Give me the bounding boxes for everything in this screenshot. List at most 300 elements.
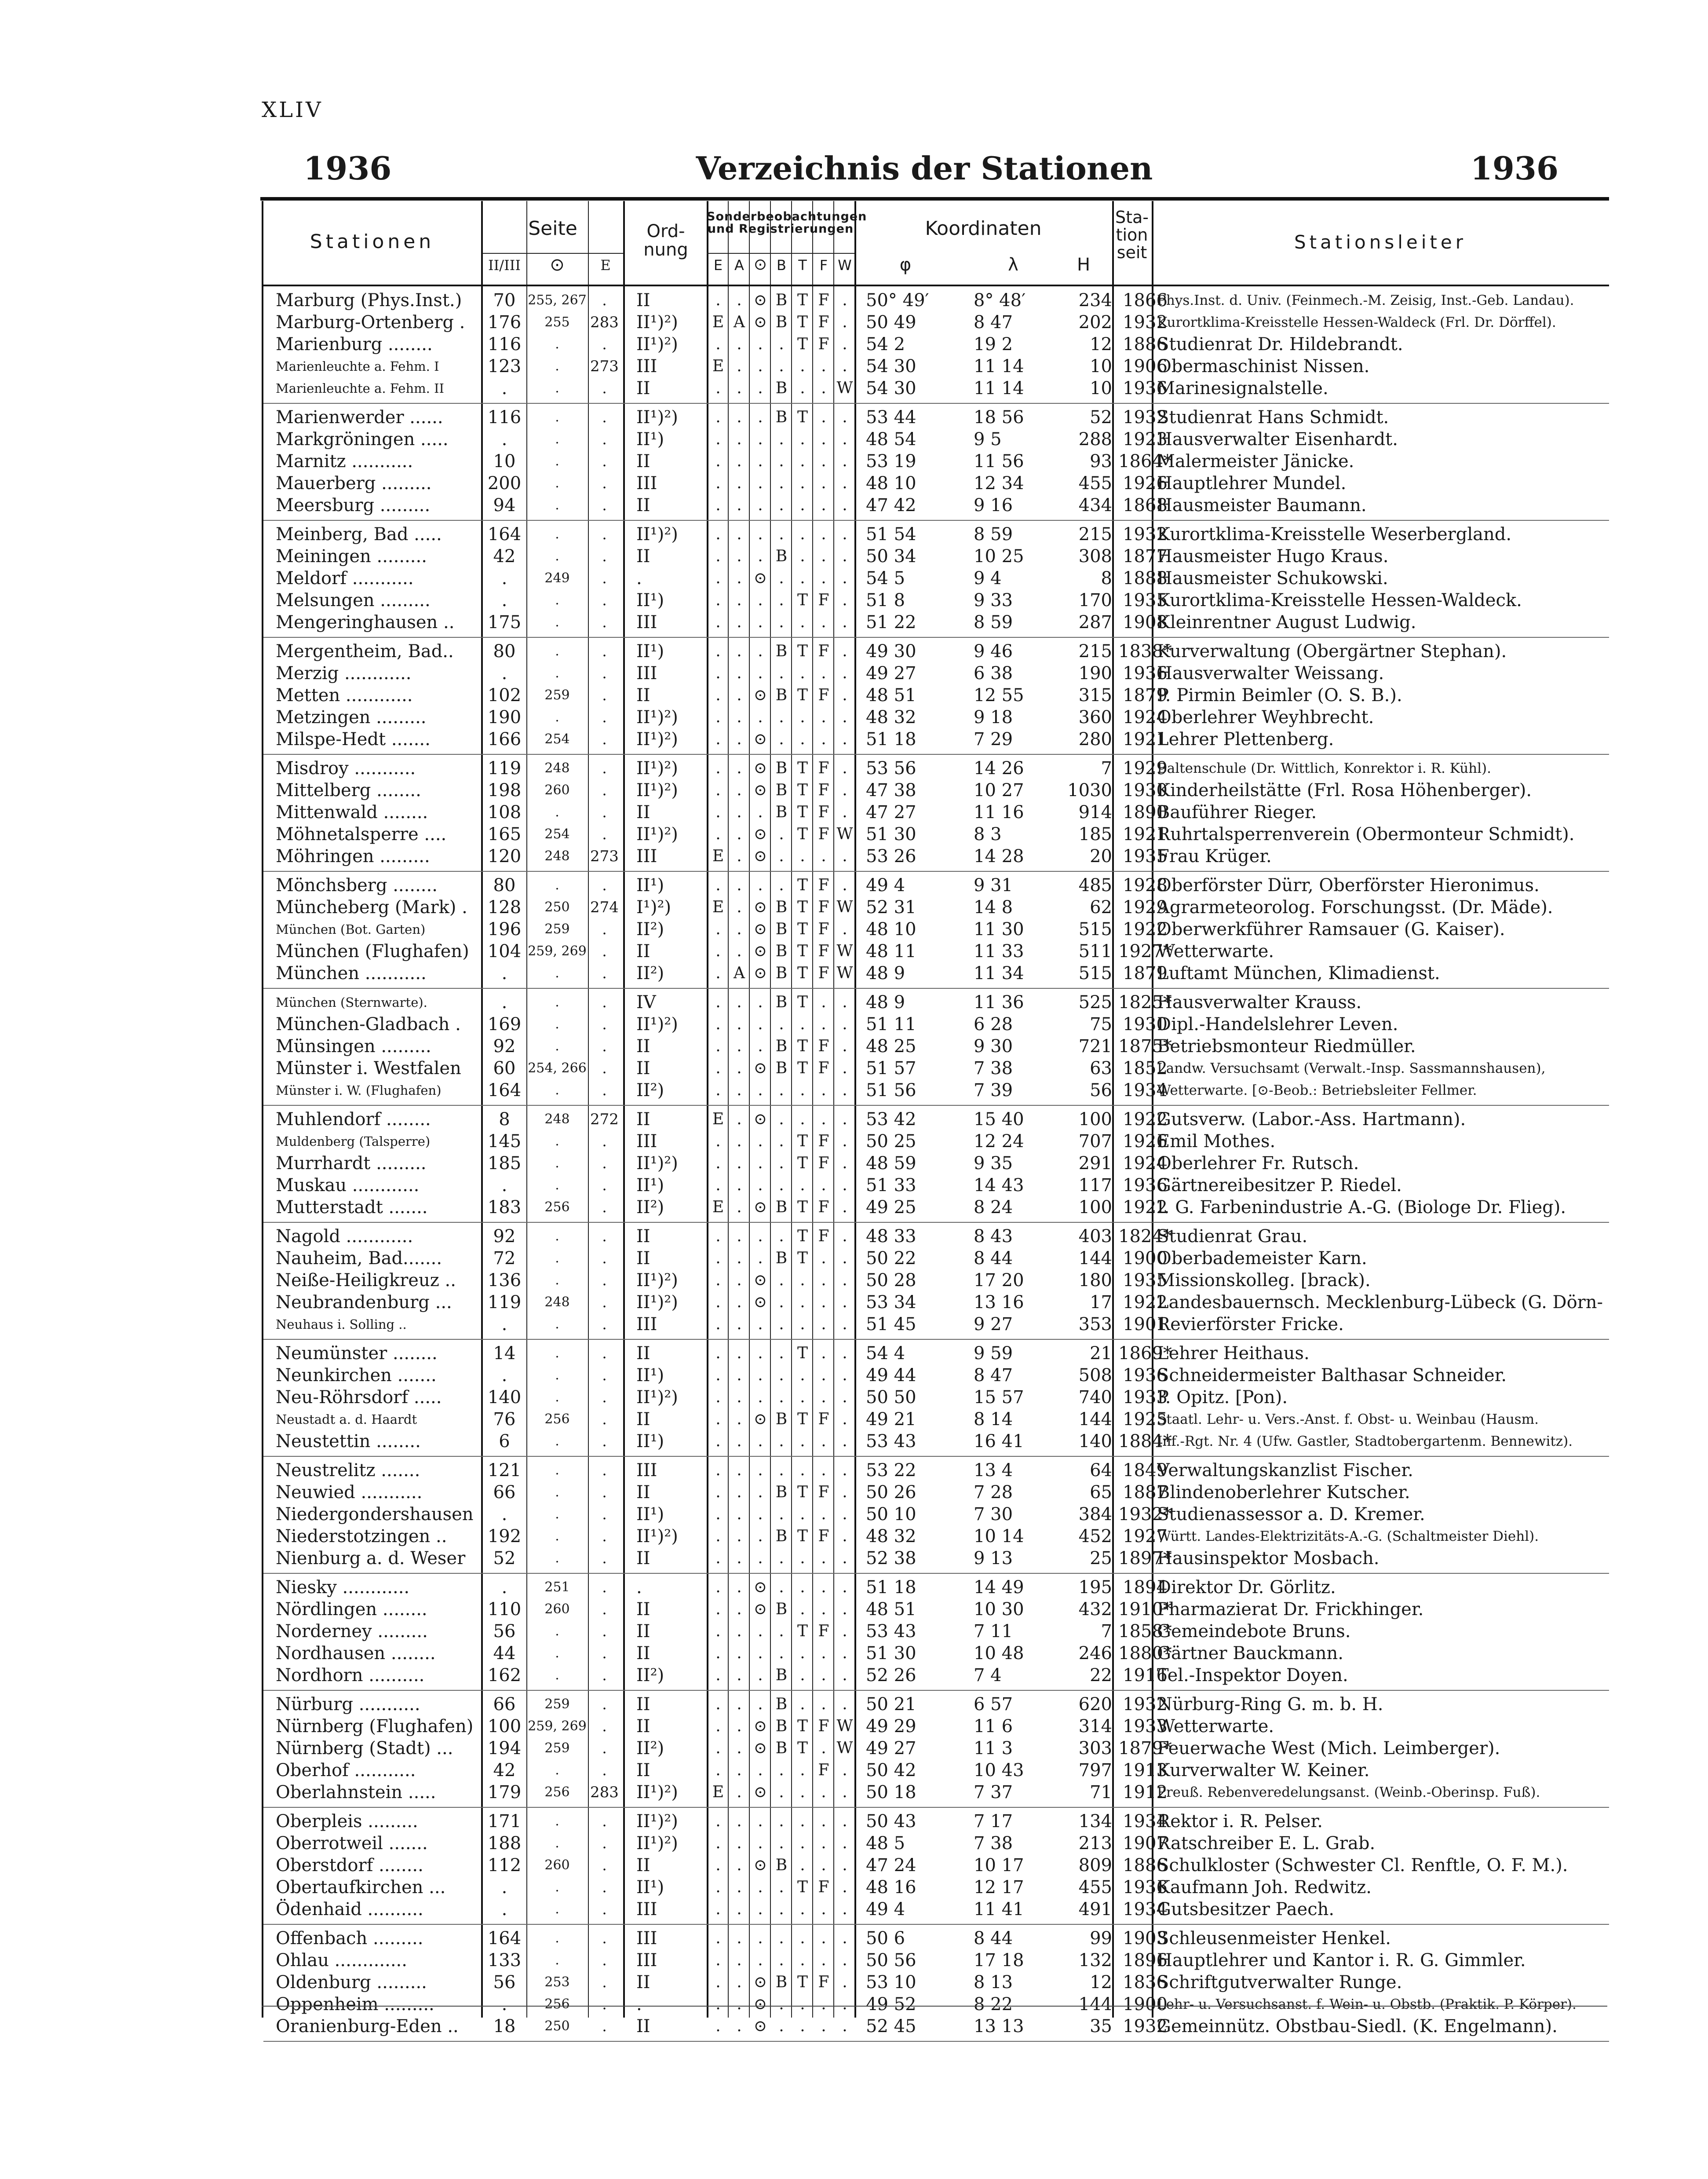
- table-row: [263, 962, 1609, 984]
- station-leader: Oberwerkführer Ramsauer (G. Kaiser).: [1157, 919, 1505, 940]
- longitude: 9 46: [974, 641, 1013, 662]
- flag-b: .: [779, 452, 784, 470]
- seite-e: .: [602, 1667, 607, 1684]
- seite-sun: 259: [544, 921, 570, 937]
- flag-b: B: [775, 803, 788, 821]
- seite-e: .: [602, 1835, 607, 1852]
- flag-sun: .: [758, 1037, 763, 1055]
- ordnung: II¹)²): [636, 1782, 678, 1802]
- station-name: Neuhaus i. Solling ..: [276, 1317, 407, 1332]
- station-name: Nagold ............: [276, 1226, 413, 1247]
- seite-2-3: 164: [487, 1080, 522, 1100]
- flag-b: B: [775, 1717, 788, 1735]
- seite-sun: .: [555, 1433, 559, 1449]
- flag-b: .: [779, 1622, 784, 1640]
- seite-e: .: [602, 994, 607, 1011]
- station-name: Metzingen .........: [276, 707, 427, 728]
- seite-sun: .: [555, 1835, 559, 1851]
- flag-w: .: [842, 1527, 847, 1545]
- altitude: 64: [1090, 1460, 1112, 1481]
- seite-e: .: [602, 1411, 607, 1428]
- station-leader: Wetterwarte. [⊙-Beob.: Betriebsleiter Fellmer.: [1157, 1082, 1477, 1098]
- station-since: 1886: [1123, 1855, 1168, 1876]
- flag-e: .: [715, 335, 721, 353]
- station-leader: Kurortklima-Kreisstelle Weserbergland.: [1157, 524, 1512, 545]
- ordnung: II¹)²): [636, 1833, 678, 1854]
- latitude: 49 4: [866, 875, 905, 896]
- altitude: 303: [1078, 1738, 1112, 1759]
- table-row: [263, 289, 1609, 311]
- latitude: 52 26: [866, 1665, 916, 1685]
- longitude: 9 35: [974, 1153, 1013, 1174]
- flag-a: .: [737, 1739, 742, 1757]
- flag-w: .: [842, 1366, 847, 1384]
- flag-e: .: [715, 547, 721, 565]
- table-row: [263, 567, 1609, 589]
- table-row: [263, 1525, 1609, 1547]
- station-since: 1866: [1123, 290, 1168, 311]
- seite-2-3: .: [501, 568, 507, 589]
- seite-2-3: 145: [487, 1131, 522, 1152]
- table-row: [263, 940, 1609, 962]
- flag-a: .: [737, 1878, 742, 1896]
- flag-sun: .: [758, 1834, 763, 1852]
- table-row: [263, 1854, 1609, 1876]
- flag-w: .: [842, 1900, 847, 1918]
- seite-2-3: 171: [487, 1811, 522, 1832]
- flag-t: .: [800, 1505, 805, 1523]
- flag-w: .: [842, 1666, 847, 1684]
- seite-sun: 260: [544, 1857, 570, 1873]
- page-title: Verzeichnis der Stationen: [696, 150, 1153, 187]
- altitude: 100: [1078, 1197, 1112, 1217]
- row-group: [263, 1574, 1609, 1691]
- flag-w: .: [842, 474, 847, 492]
- longitude: 8 59: [974, 612, 1013, 632]
- flag-a: .: [737, 898, 742, 916]
- table-row: [263, 377, 1609, 399]
- table-row: [263, 355, 1609, 377]
- seite-sun: .: [555, 1367, 559, 1383]
- seite-e: 273: [590, 848, 619, 865]
- flag-w: .: [842, 847, 847, 865]
- flag-t: .: [800, 1578, 805, 1596]
- flag-w: .: [842, 1695, 847, 1713]
- flag-f: .: [821, 1081, 826, 1099]
- flag-t: .: [800, 1366, 805, 1384]
- table-row: [263, 1832, 1609, 1854]
- station-leader: Rektor i. R. Pelser.: [1157, 1811, 1323, 1832]
- flag-a: .: [737, 496, 742, 514]
- flag-a: .: [737, 876, 742, 894]
- flag-a: .: [737, 1344, 742, 1362]
- seite-e: .: [602, 1016, 607, 1033]
- flag-sun: ⊙: [753, 569, 767, 587]
- seite-e: .: [602, 453, 607, 470]
- station-name: Misdroy ...........: [276, 758, 416, 779]
- ordnung: II: [636, 1226, 650, 1247]
- seite-2-3: 179: [487, 1782, 522, 1802]
- flag-w: .: [842, 993, 847, 1011]
- latitude: 54 2: [866, 334, 905, 355]
- flag-b: B: [775, 1739, 788, 1757]
- seite-e: .: [602, 1601, 607, 1618]
- seite-sun: .: [555, 665, 559, 681]
- ordnung: II²): [636, 963, 664, 983]
- page-number: XLIV: [262, 98, 323, 122]
- flag-a: .: [737, 1644, 742, 1662]
- seite-sun: .: [555, 994, 559, 1010]
- seite-e: .: [602, 1762, 607, 1779]
- flag-w: .: [842, 1198, 847, 1216]
- ordnung: II: [636, 685, 650, 706]
- altitude: 485: [1078, 875, 1112, 896]
- flag-a: .: [737, 1505, 742, 1523]
- flag-sun: .: [758, 1154, 763, 1172]
- ordnung: II²): [636, 1080, 664, 1100]
- seite-e: .: [602, 1579, 607, 1596]
- ordnung: II¹): [636, 429, 664, 450]
- longitude: 8 47: [974, 312, 1013, 333]
- flag-sun: .: [758, 379, 763, 397]
- flag-w: .: [842, 547, 847, 565]
- flag-w: .: [842, 759, 847, 777]
- table-header: [263, 201, 1609, 286]
- flag-b: B: [775, 759, 788, 777]
- altitude: 25: [1090, 1548, 1112, 1568]
- latitude: 51 8: [866, 590, 905, 611]
- flag-w: .: [842, 2017, 847, 2035]
- flag-t: T: [797, 686, 808, 704]
- ordnung: II¹): [636, 1877, 664, 1897]
- station-since: 1922: [1123, 1109, 1168, 1130]
- flag-e: .: [715, 591, 721, 609]
- station-name: München (Bot. Garten): [276, 922, 426, 937]
- station-since: 1824*: [1118, 1226, 1172, 1247]
- altitude: 22: [1090, 1665, 1112, 1685]
- seite-sun: 254: [544, 826, 570, 842]
- flag-e: .: [715, 1249, 721, 1267]
- station-since: 1858*: [1118, 1621, 1172, 1642]
- longitude: 13 16: [974, 1292, 1024, 1313]
- row-group: [263, 521, 1609, 638]
- flag-f: F: [818, 1154, 829, 1172]
- flag-e: .: [715, 1666, 721, 1684]
- flag-t: .: [800, 1951, 805, 1969]
- seite-sun: .: [555, 1250, 559, 1266]
- header-subrule: [707, 253, 854, 254]
- altitude: 434: [1078, 495, 1112, 516]
- flag-a: .: [737, 708, 742, 726]
- seite-e: .: [602, 592, 607, 609]
- table-row: [263, 1664, 1609, 1686]
- flag-w: W: [836, 825, 853, 843]
- altitude: 287: [1078, 612, 1112, 632]
- station-leader: Betriebsmonteur Riedmüller.: [1157, 1036, 1416, 1057]
- flag-t: T: [797, 964, 808, 982]
- seite-sun: .: [555, 1813, 559, 1829]
- flag-f: F: [818, 1878, 829, 1896]
- flag-b: .: [779, 496, 784, 514]
- flag-f: .: [821, 1461, 826, 1479]
- station-since: 1838*: [1118, 641, 1172, 662]
- flag-b: B: [775, 781, 788, 799]
- flag-e: .: [715, 1600, 721, 1618]
- ordnung: II²): [636, 1665, 664, 1685]
- latitude: 51 30: [866, 824, 916, 845]
- seite-sun: 256: [544, 1199, 570, 1215]
- flag-t: .: [800, 1900, 805, 1918]
- station-leader: Malermeister Jänicke.: [1157, 451, 1354, 472]
- flag-f: .: [821, 408, 826, 426]
- seite-e: 274: [590, 899, 619, 916]
- seite-e: .: [602, 548, 607, 565]
- altitude: 491: [1078, 1899, 1112, 1919]
- flag-t: T: [797, 759, 808, 777]
- flag-t: .: [800, 379, 805, 397]
- flag-e: .: [715, 1388, 721, 1406]
- flag-sun: ⊙: [753, 1578, 767, 1596]
- ordnung: II: [636, 1621, 650, 1642]
- altitude: 134: [1078, 1811, 1112, 1832]
- flag-t: T: [797, 1037, 808, 1055]
- flag-t: .: [800, 569, 805, 587]
- flag-e: E: [712, 357, 724, 375]
- flag-w: .: [842, 781, 847, 799]
- flag-sun: ⊙: [753, 964, 767, 982]
- ordnung: IV: [636, 992, 656, 1013]
- seite-sun: 251: [544, 1579, 570, 1595]
- flag-sun: .: [758, 1344, 763, 1362]
- latitude: 52 38: [866, 1548, 916, 1568]
- seite-2-3: 166: [487, 729, 522, 749]
- flag-b: B: [775, 1198, 788, 1216]
- seite-2-3: 70: [493, 290, 516, 311]
- ordnung: II¹): [636, 1431, 664, 1451]
- flag-sun: .: [758, 547, 763, 565]
- table-row: [263, 428, 1609, 450]
- ordnung: II¹): [636, 1365, 664, 1386]
- flag-a: .: [737, 2017, 742, 2035]
- flag-sun: .: [758, 1483, 763, 1501]
- longitude: 9 16: [974, 495, 1013, 516]
- station-leader: Studienassessor a. D. Kremer.: [1157, 1504, 1425, 1525]
- flag-a: .: [737, 759, 742, 777]
- altitude: 797: [1078, 1760, 1112, 1780]
- station-leader: Kurortklima-Kreisstelle Hessen-Waldeck.: [1157, 590, 1522, 611]
- altitude: 215: [1078, 641, 1112, 662]
- seite-e: 283: [590, 314, 619, 331]
- station-name: Neuwied ...........: [276, 1482, 423, 1503]
- flag-b: .: [779, 1081, 784, 1099]
- table-row: [263, 1927, 1609, 1949]
- flag-sun: .: [758, 1951, 763, 1969]
- latitude: 51 57: [866, 1058, 916, 1079]
- flag-f: .: [821, 1505, 826, 1523]
- latitude: 52 31: [866, 897, 916, 918]
- flag-e: .: [715, 1271, 721, 1289]
- latitude: 48 59: [866, 1153, 916, 1174]
- flag-t: T: [797, 1622, 808, 1640]
- ordnung: I¹)²): [636, 897, 672, 918]
- flag-sun: ⊙: [753, 1973, 767, 1991]
- station-since: 1916: [1123, 1665, 1168, 1685]
- station-name: Niederstotzingen ..: [276, 1526, 447, 1547]
- altitude: 384: [1078, 1504, 1112, 1525]
- flag-t: .: [800, 1315, 805, 1333]
- altitude: 21: [1090, 1343, 1112, 1364]
- flag-a: .: [737, 993, 742, 1011]
- flag-sun: .: [758, 1666, 763, 1684]
- flag-t: T: [797, 1483, 808, 1501]
- station-since: 1849: [1123, 1460, 1168, 1481]
- header-flag-a: A: [734, 257, 744, 274]
- station-leader: Studienrat Hans Schmidt.: [1157, 407, 1389, 428]
- seite-e: .: [602, 826, 607, 843]
- flag-w: .: [842, 357, 847, 375]
- altitude: 213: [1078, 1833, 1112, 1854]
- longitude: 13 13: [974, 2016, 1024, 2036]
- flag-b: .: [779, 1549, 784, 1567]
- table-row: [263, 1247, 1609, 1269]
- table-row: [263, 1313, 1609, 1335]
- flag-b: .: [779, 1578, 784, 1596]
- flag-a: .: [737, 1249, 742, 1267]
- seite-2-3: 108: [487, 802, 522, 823]
- ordnung: III: [636, 1460, 657, 1481]
- longitude: 14 43: [974, 1175, 1024, 1196]
- flag-f: F: [818, 898, 829, 916]
- flag-w: W: [836, 1717, 853, 1735]
- station-leader: Landw. Versuchsamt (Verwalt.-Insp. Sassmannshausen),: [1157, 1060, 1546, 1076]
- ordnung: II: [636, 1716, 650, 1737]
- seite-sun: .: [555, 592, 559, 608]
- station-since: 1927*: [1118, 941, 1172, 962]
- flag-f: F: [818, 781, 829, 799]
- ordnung: II: [636, 1599, 650, 1620]
- station-leader: Oberbademeister Karn.: [1157, 1248, 1367, 1269]
- flag-b: .: [779, 1271, 784, 1289]
- station-name: Ödenhaid ..........: [276, 1899, 423, 1919]
- station-leader: Gutsverw. (Labor.-Ass. Hartmann).: [1157, 1109, 1466, 1130]
- table-row: [263, 494, 1609, 516]
- station-name: Oberlahnstein .....: [276, 1782, 436, 1802]
- flag-sun: ⊙: [753, 1059, 767, 1077]
- flag-a: .: [737, 1783, 742, 1801]
- flag-w: .: [842, 1154, 847, 1172]
- ordnung: II: [636, 1036, 650, 1057]
- station-leader: Missionskolleg. [brack).: [1157, 1270, 1371, 1291]
- flag-w: W: [836, 898, 853, 916]
- seite-e: .: [602, 1345, 607, 1362]
- flag-sun: .: [758, 1249, 763, 1267]
- latitude: 51 30: [866, 1643, 916, 1663]
- latitude: 48 51: [866, 1599, 916, 1620]
- flag-a: .: [737, 1176, 742, 1194]
- seite-2-3: 120: [487, 846, 522, 866]
- table-row: [263, 1642, 1609, 1664]
- station-name: Markgröningen .....: [276, 429, 449, 450]
- seite-e: .: [602, 877, 607, 894]
- flag-sun: .: [758, 1432, 763, 1450]
- flag-sun: ⊙: [753, 1198, 767, 1216]
- longitude: 10 30: [974, 1599, 1024, 1620]
- flag-t: .: [800, 1600, 805, 1618]
- seite-e: .: [602, 1199, 607, 1216]
- flag-a: .: [737, 1600, 742, 1618]
- seite-2-3: 198: [487, 780, 522, 801]
- station-name: Oldenburg .........: [276, 1972, 427, 1993]
- table-row: [263, 1269, 1609, 1291]
- flag-b: B: [775, 547, 788, 565]
- table-row: [263, 779, 1609, 801]
- altitude: 291: [1078, 1153, 1112, 1174]
- seite-2-3: 60: [493, 1058, 516, 1079]
- flag-t: .: [800, 730, 805, 748]
- table-row: [263, 1013, 1609, 1035]
- flag-sun: .: [758, 1761, 763, 1779]
- flag-b: B: [775, 942, 788, 960]
- flag-sun: .: [758, 408, 763, 426]
- latitude: 49 30: [866, 641, 916, 662]
- flag-sun: .: [758, 1622, 763, 1640]
- station-leader: Oberlehrer Fr. Rutsch.: [1157, 1153, 1359, 1174]
- flag-e: .: [715, 1015, 721, 1033]
- table-row: [263, 801, 1609, 823]
- flag-sun: ⊙: [753, 313, 767, 331]
- flag-a: .: [737, 1951, 742, 1969]
- flag-e: .: [715, 1973, 721, 1991]
- station-since: 1934: [1123, 1080, 1168, 1100]
- header-flag-t: T: [798, 257, 807, 274]
- flag-sun: ⊙: [753, 825, 767, 843]
- station-since: 1910*: [1118, 1599, 1172, 1620]
- seite-e: .: [602, 1901, 607, 1918]
- flag-e: .: [715, 291, 721, 309]
- longitude: 8° 48′: [974, 290, 1026, 311]
- flag-f: F: [818, 1132, 829, 1150]
- flag-e: .: [715, 1834, 721, 1852]
- station-name: München-Gladbach .: [276, 1014, 461, 1035]
- flag-f: F: [818, 1059, 829, 1077]
- altitude: 721: [1078, 1036, 1112, 1057]
- station-since: 1886: [1123, 334, 1168, 355]
- flag-a: .: [737, 430, 742, 448]
- seite-e: .: [602, 614, 607, 631]
- altitude: 1030: [1067, 780, 1112, 801]
- station-leader: P. Pirmin Beimler (O. S. B.).: [1157, 685, 1402, 706]
- flag-e: .: [715, 1695, 721, 1713]
- station-since: 1903: [1123, 1928, 1168, 1949]
- table-row: [263, 1781, 1609, 1803]
- altitude: 809: [1078, 1855, 1112, 1876]
- flag-f: .: [821, 1015, 826, 1033]
- flag-f: .: [821, 1739, 826, 1757]
- flag-t: T: [797, 803, 808, 821]
- station-name: Münster i. Westfalen: [276, 1058, 461, 1079]
- station-leader: Lehrer Heithaus.: [1157, 1343, 1310, 1364]
- seite-e: .: [602, 643, 607, 660]
- table-row: [263, 1576, 1609, 1598]
- station-name: Marienleuchte a. Fehm. I: [276, 359, 439, 374]
- seite-sun: 259: [544, 687, 570, 703]
- seite-sun: .: [555, 1316, 559, 1332]
- seite-sun: 248: [544, 1294, 570, 1310]
- seite-e: .: [602, 1294, 607, 1311]
- ordnung: II: [636, 1972, 650, 1993]
- flag-t: .: [800, 1549, 805, 1567]
- station-leader: Hausinspektor Mosbach.: [1157, 1548, 1380, 1568]
